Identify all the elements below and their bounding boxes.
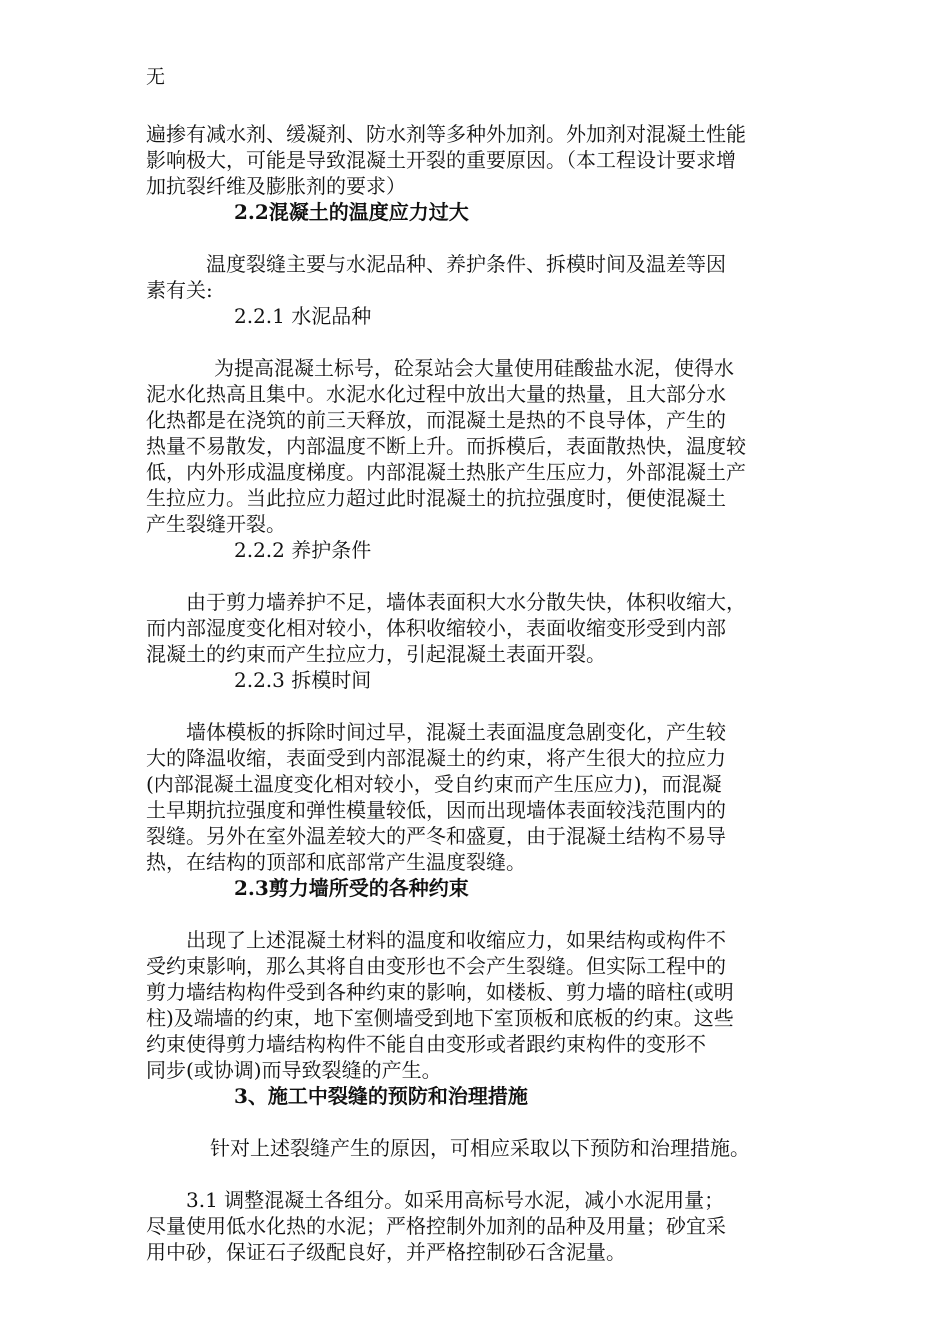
paragraph-line: 由于剪力墙养护不足，墙体表面积大水分散失快，体积收缩大， <box>186 590 746 614</box>
paragraph-line: 热量不易散发，内部温度不断上升。而拆模后，表面散热快，温度较 <box>146 434 746 458</box>
paragraph-line: 混凝土的约束而产生拉应力，引起混凝土表面开裂。 <box>146 642 606 666</box>
paragraph-line: 化热都是在浇筑的前三天释放，而混凝土是热的不良导体，产生的 <box>146 408 726 432</box>
paragraph-line: 影响极大，可能是导致混凝土开裂的重要原因。（本工程设计要求增 <box>146 148 736 172</box>
paragraph <box>146 1187 798 1265</box>
section-heading: 2.2混凝土的温度应力过大 <box>234 200 469 224</box>
paragraph-line: 热，在结构的顶部和底部常产生温度裂缝。 <box>146 850 526 874</box>
paragraph-line: 而内部湿度变化相对较小，体积收缩较小，表面收缩变形受到内部 <box>146 616 726 640</box>
paragraph-line: 约束使得剪力墙结构构件不能自由变形或者跟约束构件的变形不 <box>146 1032 706 1056</box>
document-body <box>146 121 798 1265</box>
page-header: 无 <box>146 66 166 88</box>
subsection-heading: 2.2.3 拆模时间 <box>234 668 372 692</box>
paragraph-line: 大的降温收缩，表面受到内部混凝土的约束，将产生很大的拉应力 <box>146 746 726 770</box>
paragraph-line: 素有关: <box>146 278 213 302</box>
paragraph-line: 裂缝。另外在室外温差较大的严冬和盛夏，由于混凝土结构不易导 <box>146 824 726 848</box>
paragraph-line: 产生裂缝开裂。 <box>146 512 286 536</box>
paragraph-line: 低，内外形成温度梯度。内部混凝土热胀产生压应力，外部混凝土产 <box>146 460 746 484</box>
paragraph-line: 尽量使用低水化热的水泥；严格控制外加剂的品种及用量；砂宜采 <box>146 1214 726 1238</box>
paragraph-line: 受约束影响，那么其将自由变形也不会产生裂缝。但实际工程中的 <box>146 954 726 978</box>
paragraph-line: 生拉应力。当此拉应力超过此时混凝土的抗拉强度时，便使混凝土 <box>146 486 726 510</box>
subsection-heading: 2.2.2 养护条件 <box>234 538 372 562</box>
paragraph-line: 用中砂，保证石子级配良好，并严格控制砂石含泥量。 <box>146 1240 626 1264</box>
section-heading: 3、施工中裂缝的预防和治理措施 <box>234 1084 528 1108</box>
paragraph <box>146 355 798 537</box>
paragraph-line: 同步(或协调)而导致裂缝的产生。 <box>146 1058 442 1082</box>
paragraph-line: 针对上述裂缝产生的原因，可相应采取以下预防和治理措施。 <box>210 1136 750 1160</box>
paragraph <box>146 121 798 199</box>
paragraph-line: (内部混凝土温度变化相对较小，受自约束而产生压应力)，而混凝 <box>146 772 722 796</box>
paragraph-line: 加抗裂纤维及膨胀剂的要求） <box>146 174 406 198</box>
paragraph-line: 为提高混凝土标号，砼泵站会大量使用硅酸盐水泥，使得水 <box>214 356 734 380</box>
subsection-heading: 2.2.1 水泥品种 <box>234 304 372 328</box>
paragraph-line: 温度裂缝主要与水泥品种、养护条件、拆模时间及温差等因 <box>206 252 726 276</box>
paragraph-line: 出现了上述混凝土材料的温度和收缩应力，如果结构或构件不 <box>186 928 726 952</box>
paragraph <box>146 251 798 303</box>
paragraph-line: 土早期抗拉强度和弹性模量较低，因而出现墙体表面较浅范围内的 <box>146 798 726 822</box>
paragraph-line: 剪力墙结构构件受到各种约束的影响，如楼板、剪力墙的暗柱(或明 <box>146 980 734 1004</box>
paragraph-line: 墙体模板的拆除时间过早，混凝土表面温度急剧变化，产生较 <box>186 720 726 744</box>
paragraph <box>146 719 798 875</box>
paragraph <box>146 927 798 1083</box>
paragraph-line: 柱)及端墙的约束，地下室侧墙受到地下室顶板和底板的约束。这些 <box>146 1006 734 1030</box>
paragraph-line: 遍掺有减水剂、缓凝剂、防水剂等多种外加剂。外加剂对混凝土性能 <box>146 122 746 146</box>
paragraph <box>146 1135 798 1161</box>
paragraph-line: 泥水化热高且集中。水泥水化过程中放出大量的热量，且大部分水 <box>146 382 726 406</box>
paragraph-line: 3.1 调整混凝土各组分。如采用高标号水泥，减小水泥用量； <box>186 1188 725 1212</box>
section-heading: 2.3剪力墙所受的各种约束 <box>234 876 469 900</box>
paragraph <box>146 589 798 667</box>
